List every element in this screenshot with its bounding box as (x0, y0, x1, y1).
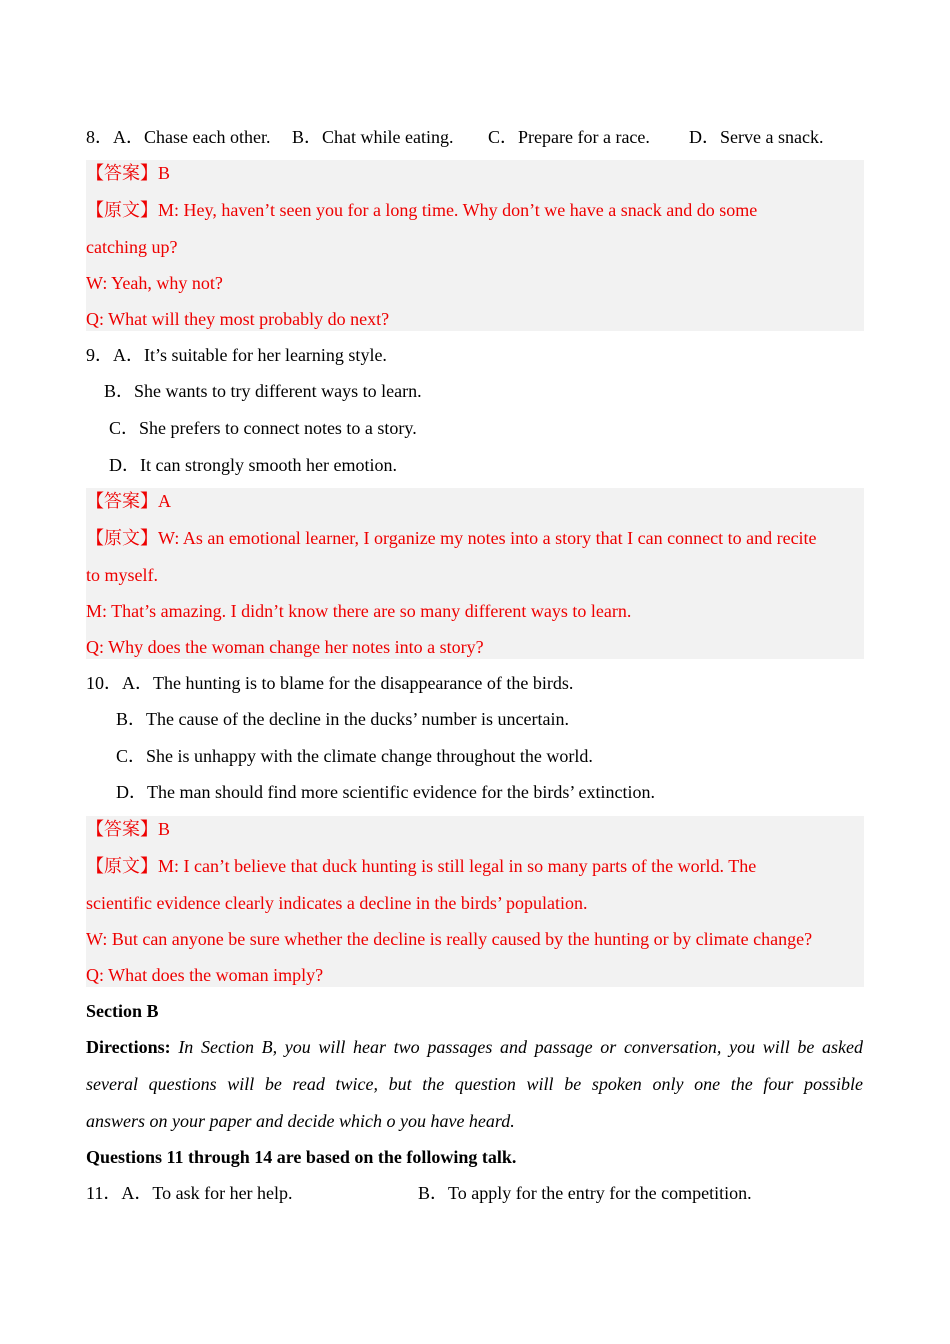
script-8-line-3: W: Yeah, why not? (86, 273, 223, 293)
script-8-line-1: 【原文】M: Hey, haven’t seen you for a long time. Why don’t we have a snack and do some (86, 200, 758, 220)
script-9-line-1: 【原文】W: As an emotional learner, I organize my notes into a story that I can connect to and recite (86, 528, 817, 548)
directions-line-2: several questions will be read twice, but the question will be spoken only one the four possible (86, 1074, 863, 1094)
option-c: C．She prefers to connect notes to a story. (109, 418, 417, 438)
answer-10: 【答案】B (86, 819, 171, 839)
answer-8: 【答案】B (86, 163, 171, 183)
directions-line-3: answers on your paper and decide which o you have heard. (86, 1111, 515, 1131)
question-9 (86, 337, 387, 373)
option-b: B．Chat while eating. (292, 127, 454, 147)
script-8-line-4: Q: What will they most probably do next? (86, 309, 390, 329)
option-a: A．The hunting is to blame for the disappearance of the birds. (122, 673, 574, 693)
script-label: 【原文】 (86, 200, 158, 220)
script-9-line-3: M: That’s amazing. I didn’t know there are so many different ways to learn. (86, 601, 632, 621)
answer-9: 【答案】A (86, 491, 171, 511)
option-b: B．The cause of the decline in the ducks’ number is uncertain. (116, 709, 570, 729)
directions-label: Directions: (86, 1037, 171, 1057)
script-9-line-4: Q: Why does the woman change her notes into a story? (86, 637, 484, 657)
question-10 (86, 665, 573, 701)
script-10-line-3: W: But can anyone be sure whether the decline is really caused by the hunting or by climate change? (86, 929, 813, 949)
option-a: A．It’s suitable for her learning style. (113, 345, 387, 365)
option-b: B．To apply for the entry for the competition. (418, 1183, 752, 1203)
script-10-line-2: scientific evidence clearly indicates a decline in the birds’ population. (86, 893, 588, 913)
question-number: 11． (86, 1183, 122, 1203)
option-d: D．Serve a snack. (689, 127, 824, 147)
option-a: A．To ask for her help. (121, 1183, 293, 1203)
question-11 (86, 1175, 752, 1211)
option-d: D．The man should find more scientific evidence for the birds’ extinction. (116, 782, 656, 802)
option-c: C．Prepare for a race. (488, 127, 650, 147)
script-label: 【原文】 (86, 528, 158, 548)
script-10-line-1: 【原文】M: I can’t believe that duck hunting is still legal in so many parts of the world. The (86, 856, 757, 876)
script-8-line-2: catching up? (86, 237, 178, 257)
option-b: B．She wants to try different ways to learn. (104, 381, 422, 401)
option-c: C．She is unhappy with the climate change throughout the world. (116, 746, 593, 766)
question-number: 9． (86, 345, 113, 365)
section-b-title: Section B (86, 1001, 159, 1021)
script-9-line-2: to myself. (86, 565, 158, 585)
question-number: 10． (86, 673, 122, 693)
directions-line-1: Directions: In Section B, you will hear two passages and passage or conversation, you will be asked (86, 1037, 863, 1057)
option-a: A．Chase each other. (113, 127, 271, 147)
questions-group-heading: Questions 11 through 14 are based on the following talk. (86, 1147, 517, 1167)
question-8 (86, 119, 824, 155)
question-number: 8． (86, 127, 113, 147)
option-d: D．It can strongly smooth her emotion. (109, 455, 397, 475)
script-label: 【原文】 (86, 856, 158, 876)
script-10-line-4: Q: What does the woman imply? (86, 965, 324, 985)
